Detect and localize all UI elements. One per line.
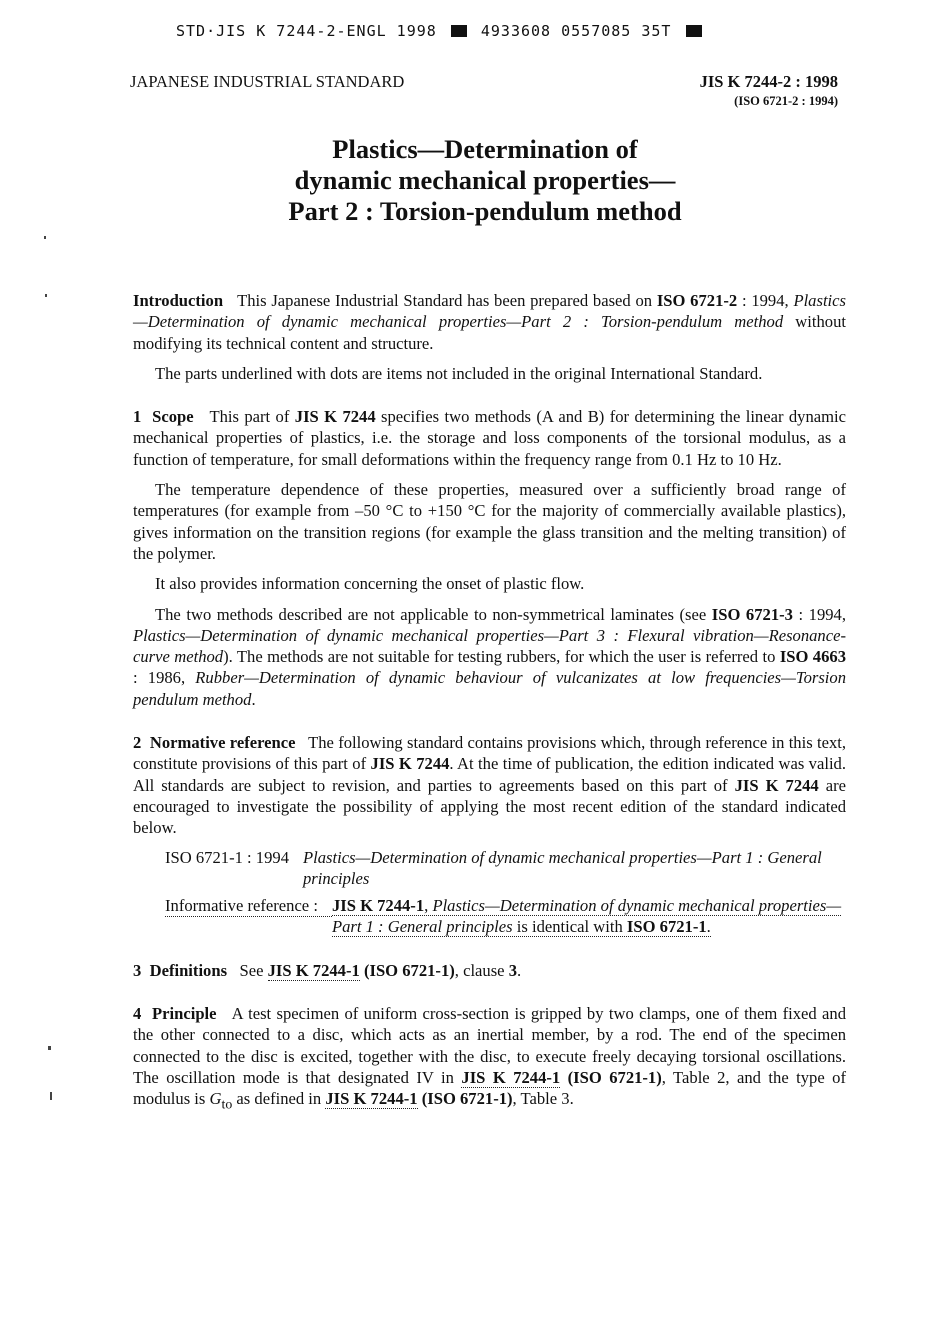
normative-paragraph: 2 Normative reference The following standard contains provisions which, through reference in this text, constitute provisions of this part of JIS K 7244. At the time of publication, the edition indicated was valid. All standards are subject to revision, and parties to agreements based on this part of JIS K 7244 are encouraged to investigate the possibility of applying the most recent edition of the standard indicated below.: [133, 733, 847, 838]
scope-paragraph-4: The two methods described are not applicable to non-symmetrical laminates (see ISO 6721-3 : 1994, Plastics—Determination of dynamic mechanical properties—Part 3 : Flexural vibration—Resonance-curve method). The methods are not suitable for testing rubbers, for which the user is referred to ISO 4663 : 1986, Rubber—Determination of dynamic behaviour of vulcanizates at low frequencies—Torsion pendulum method.: [133, 604, 847, 709]
page-title: [0, 134, 950, 227]
stamp-block-mark-end: [686, 25, 702, 37]
scope-paragraph-2: The temperature dependence of these properties, measured over a sufficiently broad range of temperatures (for example from –50 °C to +150 °C for the majority of commercially available plastics), gives information on the transition regions (for example the glass transition and the melting transition) of the polymer.: [133, 480, 846, 563]
intro-note: The parts underlined with dots are items not included in the original International Standard.: [155, 363, 763, 383]
reference-key: ISO 6721-1 : 1994: [165, 847, 289, 867]
intro-heading: Introduction: [133, 291, 224, 310]
iso-6721-3-ref: ISO 6721-3: [711, 604, 793, 624]
definitions-paragraph: 3 Definitions See JIS K 7244-1 (ISO 6721-1), clause 3.: [133, 960, 522, 980]
title-line-1: Plastics—Determination of: [332, 134, 638, 164]
scan-speck: [50, 1092, 52, 1100]
document-stamp: [176, 22, 706, 40]
scope-paragraph-3: It also provides information concerning the onset of plastic flow.: [155, 574, 585, 594]
scope-paragraph: 1 Scope This part of JIS K 7244 specifies two methods (A and B) for determining the linear dynamic mechanical properties of plastics, i.e. the storage and loss components of the torsional modulus, as a function of temperature, for small deformations within the frequency range from 0.1 Hz to 10 Hz.: [133, 407, 847, 469]
scan-speck: [45, 294, 47, 297]
scan-speck: [48, 1046, 51, 1050]
reference-title: Plastics—Determination of dynamic mechanical properties—Part 1 : General principles: [303, 847, 822, 888]
stamp-code: STD·JIS K 7244-2-ENGL 1998: [176, 22, 437, 40]
header-left: JAPANESE INDUSTRIAL STANDARD: [130, 72, 405, 91]
iso-number: (ISO 6721-2 : 1994): [734, 94, 838, 108]
informative-key: Informative reference :: [165, 895, 332, 917]
iso-4663-ref: ISO 4663: [779, 647, 846, 667]
intro-iso-title: Plastics—Determination of dynamic mechanical properties—Part 2 : Torsion-pendulum method: [133, 291, 846, 332]
scope-jis-ref: JIS K 7244: [294, 407, 376, 427]
scan-speck: [44, 236, 46, 239]
normative-heading: 2 Normative reference: [133, 733, 296, 753]
stamp-serial: 4933608 0557085 35T: [480, 22, 672, 40]
definitions-jis-ref: JIS K 7244-1: [267, 960, 360, 980]
principle-heading: 4 Principle: [133, 1004, 217, 1024]
scope-heading: 1 Scope: [133, 407, 194, 427]
stamp-block-mark: [451, 25, 467, 37]
intro-iso-ref: ISO 6721-2: [656, 291, 738, 310]
definitions-heading: 3 Definitions: [133, 960, 228, 980]
title-line-2: dynamic mechanical properties—: [294, 165, 676, 195]
principle-paragraph: 4 Principle A test specimen of uniform cross-section is gripped by two clamps, one of them fixed and the other connected to a disc, which acts as an inertial member, by a rod. The end of the specimen connected to the disc is excited, together with the disc, to execute freely decaying torsional oscillations. The oscillation mode is that designated IV in JIS K 7244-1 (ISO 6721-1), Table 2, and the type of modulus is $G_{to}$ as defined in JIS K 7244-1 (ISO 6721-1), Table 3.: [133, 1004, 847, 1112]
intro-paragraph: Introduction This Japanese Industrial Standard has been prepared based on ISO 6721-2 : 1994, Plastics—Determination of dynamic mechanical properties—Part 2 : Torsion-pendulum method without modifying its technical content and structure.: [133, 291, 846, 353]
standard-number: JIS K 7244-2 : 1998: [699, 72, 838, 91]
document-body: [133, 290, 846, 1115]
title-line-3: Part 2 : Torsion-pendulum method: [288, 196, 682, 226]
normative-reference-entry: [165, 847, 846, 890]
informative-reference: Informative reference : JIS K 7244-1, Plastics—Determination of dynamic mechanical properties—Part 1 : General principles is identical with ISO 6721-1.: [165, 896, 842, 937]
header-right: [700, 72, 838, 109]
